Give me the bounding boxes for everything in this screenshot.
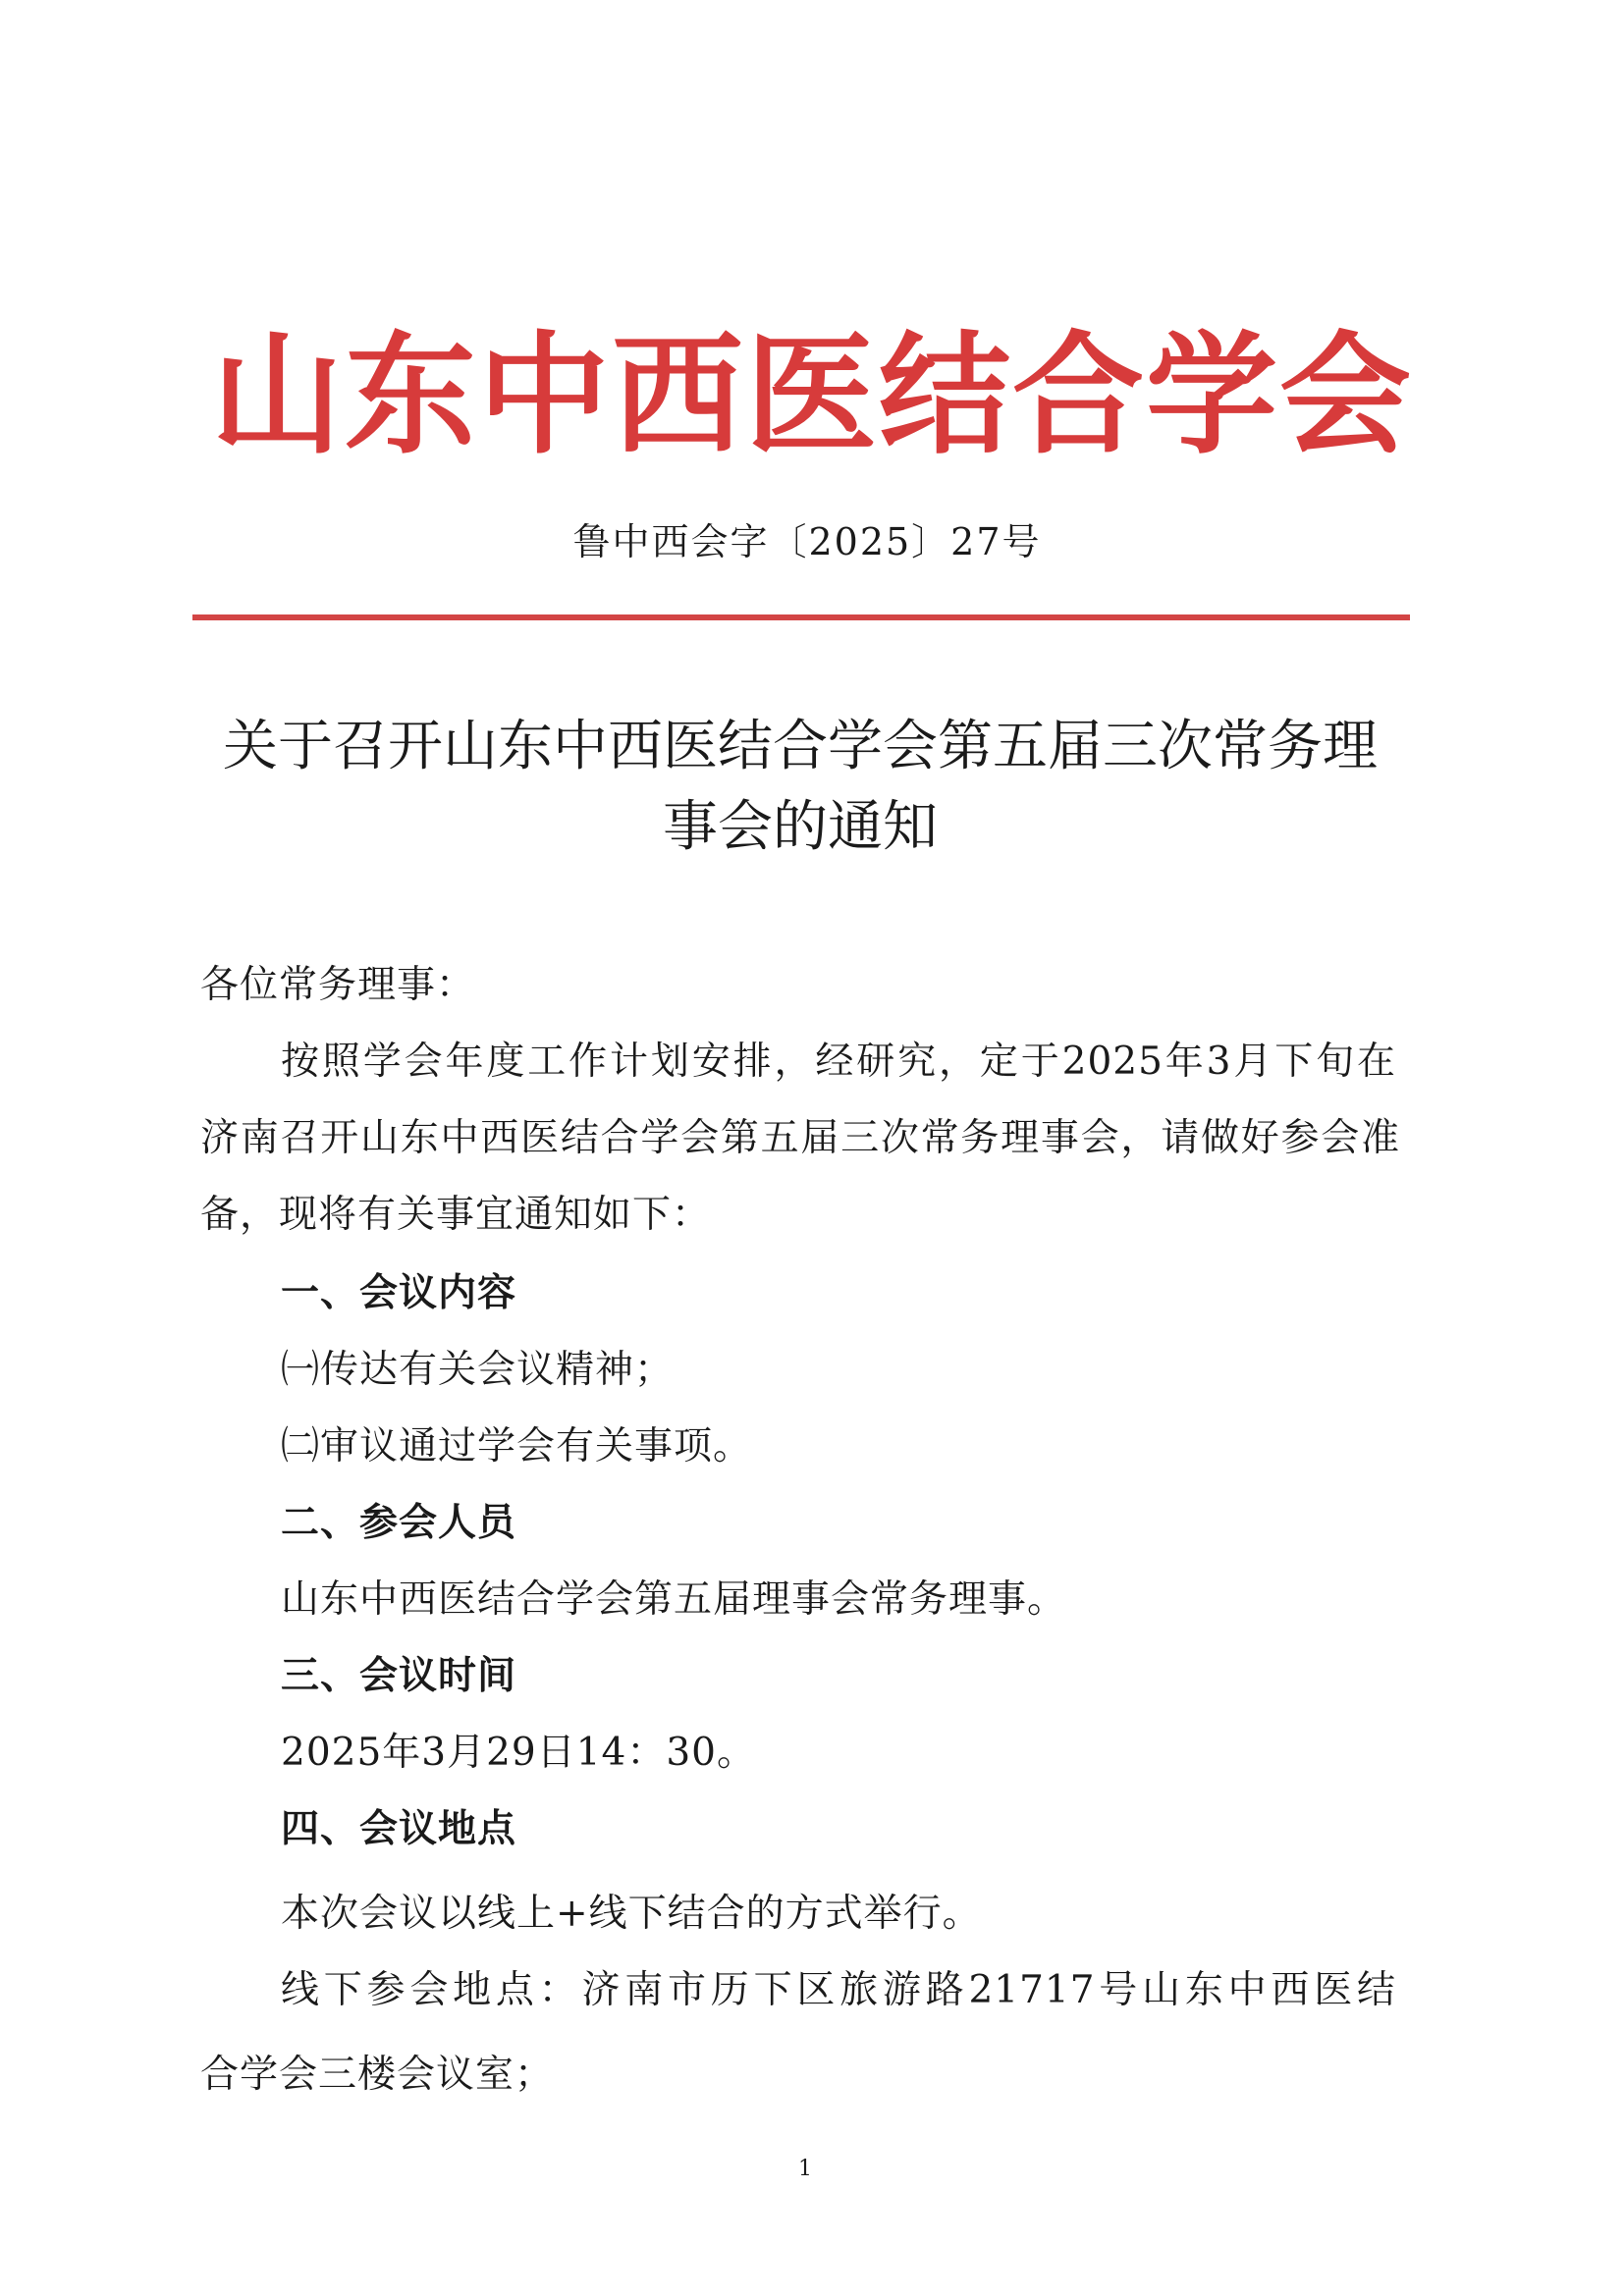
section-heading-attendees: 二、参会人员 <box>281 1501 517 1545</box>
meeting-format-text: 本次会议以线上+线下结合的方式举行。 <box>281 1892 982 1936</box>
attendees-text: 山东中西医结合学会第五届理事会常务理事。 <box>281 1577 1067 1622</box>
red-divider-rule <box>192 614 1410 620</box>
meeting-content-item-2: ㈡审议通过学会有关事项。 <box>281 1424 753 1468</box>
meeting-time-text: 2025年3月29日14：30。 <box>281 1731 756 1775</box>
offline-location-line-2: 合学会三楼会议室； <box>200 2053 555 2097</box>
offline-location-line-1: 线下参会地点：济南市历下区旅游路21717号山东中西医结 <box>281 1968 1396 2012</box>
intro-paragraph-line-1: 按照学会年度工作计划安排，经研究，定于2025年3月下旬在 <box>281 1040 1396 1084</box>
salutation: 各位常务理事： <box>200 963 476 1007</box>
intro-paragraph-line-2: 济南召开山东中西医结合学会第五届三次常务理事会，请做好参会准 <box>200 1116 1400 1160</box>
meeting-content-item-1: ㈠传达有关会议精神； <box>281 1348 675 1392</box>
document-number: 鲁中西会字〔2025〕27号 <box>572 520 1042 563</box>
notice-title <box>157 707 1443 868</box>
section-heading-meeting-time: 三、会议时间 <box>281 1654 517 1698</box>
intro-paragraph-line-3: 备，现将有关事宜通知如下： <box>200 1193 712 1237</box>
page-number: 1 <box>798 2157 812 2181</box>
section-heading-meeting-location: 四、会议地点 <box>281 1807 517 1851</box>
notice-title-line-1: 关于召开山东中西医结合学会第五届三次常务理 <box>223 715 1378 778</box>
notice-title-line-2: 事会的通知 <box>663 795 938 859</box>
section-heading-meeting-content: 一、会议内容 <box>281 1271 517 1315</box>
organization-title: 山东中西医结合学会 <box>210 317 1413 472</box>
